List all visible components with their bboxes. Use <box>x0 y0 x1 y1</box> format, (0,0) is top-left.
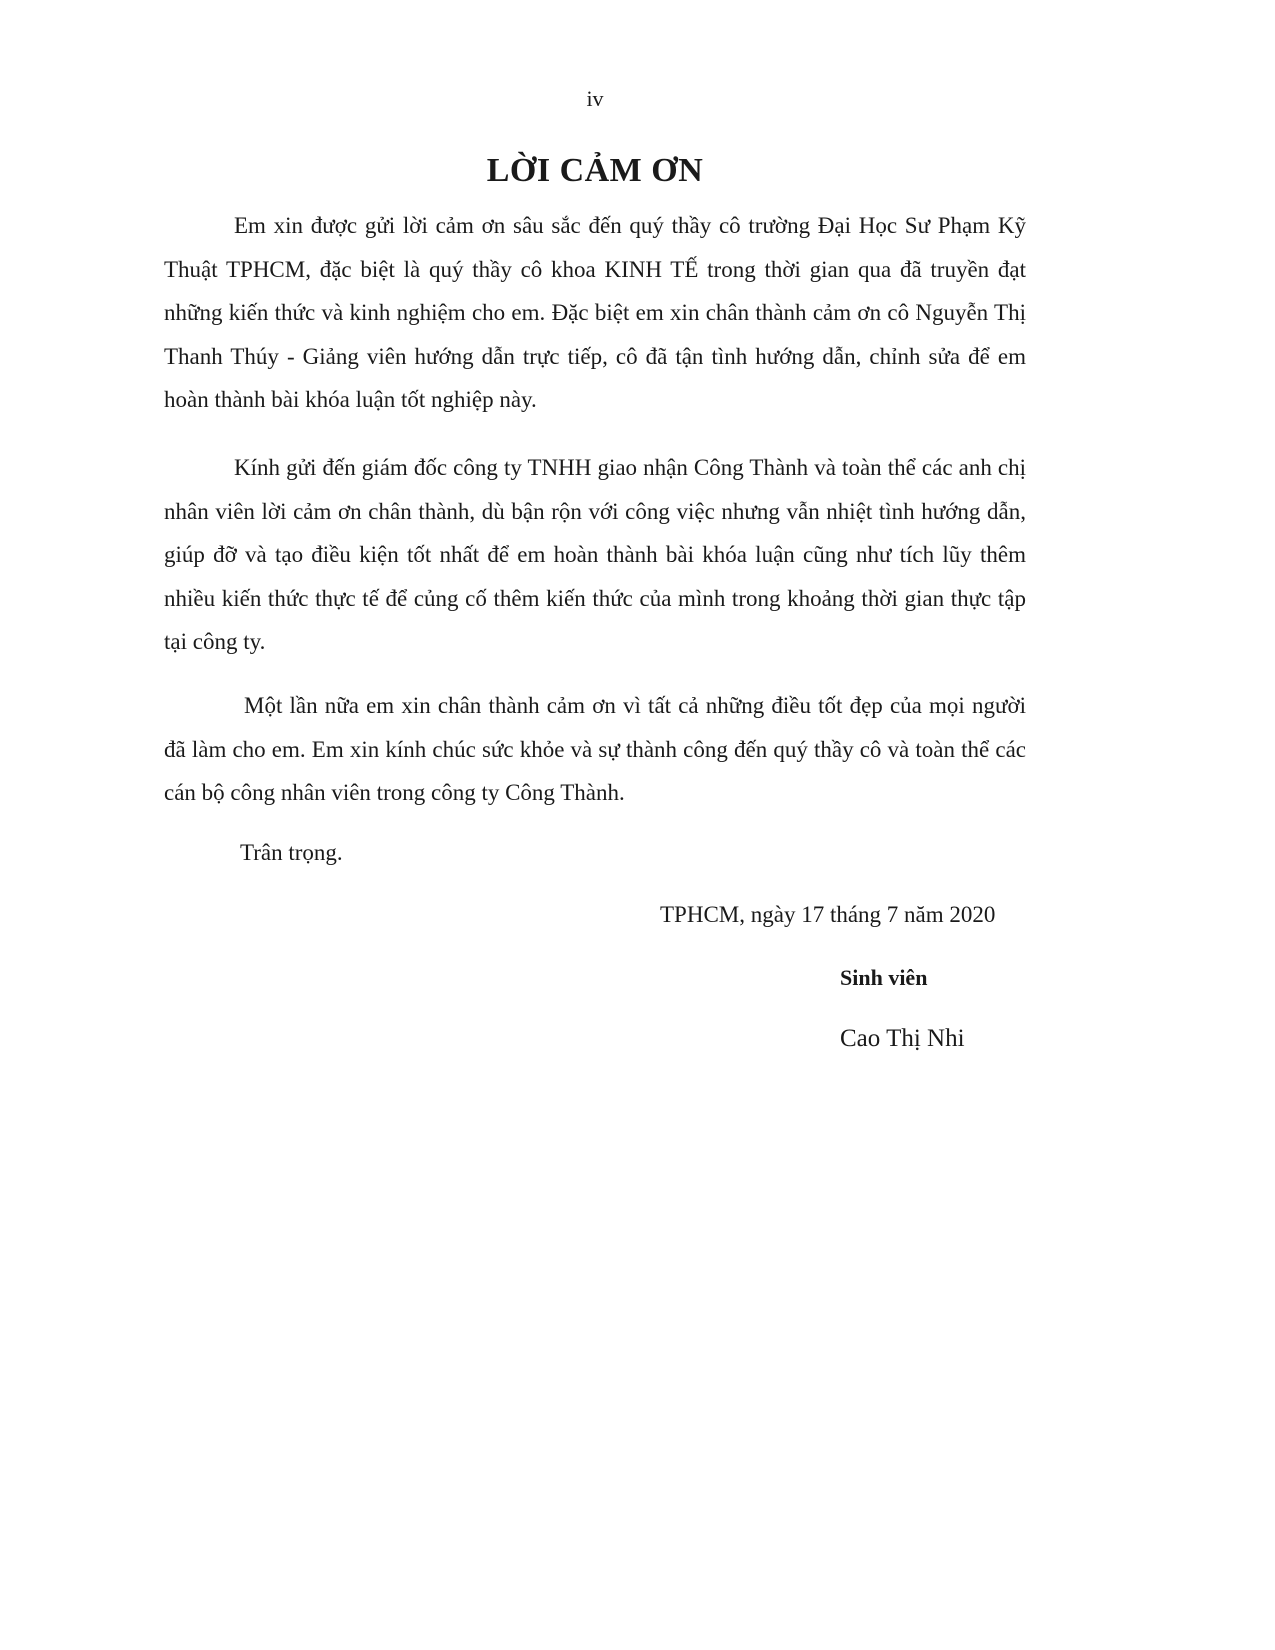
signer-role: Sinh viên <box>840 965 928 990</box>
paragraph-gratitude-teachers: Em xin được gửi lời cảm ơn sâu sắc đến quý thầy cô trường Đại Học Sư Phạm Kỹ Thuật TPHCM, đặc biệt là quý thầy cô khoa KINH TẾ trong thời gian qua đã truyền đạt những kiến thức và kinh nghiệm cho em. Đặc biệt em xin chân thành cảm ơn cô Nguyễn Thị Thanh Thúy - Giảng viên hướng dẫn trực tiếp, cô đã tận tình hướng dẫn, chỉnh sửa để em hoàn thành bài khóa luận tốt nghiệp này. <box>164 213 1026 412</box>
page-number: iv <box>586 86 604 111</box>
page-title: LỜI CẢM ƠN <box>486 152 704 189</box>
paragraph-final-thanks: Một lần nữa em xin chân thành cảm ơn vì tất cả những điều tốt đẹp của mọi người đã làm cho em. Em xin kính chúc sức khỏe và sự thành công đến quý thầy cô và toàn thể các cán bộ công nhân viên trong công ty Công Thành. <box>164 693 1026 805</box>
date-line: TPHCM, ngày 17 tháng 7 năm 2020 <box>660 902 996 927</box>
signer-name: Cao Thị Nhi <box>840 1025 965 1052</box>
paragraph-gratitude-company: Kính gửi đến giám đốc công ty TNHH giao nhận Công Thành và toàn thể các anh chị nhân viên lời cảm ơn chân thành, dù bận rộn với công việc nhưng vẫn nhiệt tình hướng dẫn, giúp đỡ và tạo điều kiện tốt nhất để em hoàn thành bài khóa luận cũng như tích lũy thêm nhiều kiến thức thực tế để củng cố thêm kiến thức của mình trong khoảng thời gian thực tập tại công ty. <box>164 455 1026 654</box>
closing-remark: Trân trọng. <box>240 840 343 865</box>
